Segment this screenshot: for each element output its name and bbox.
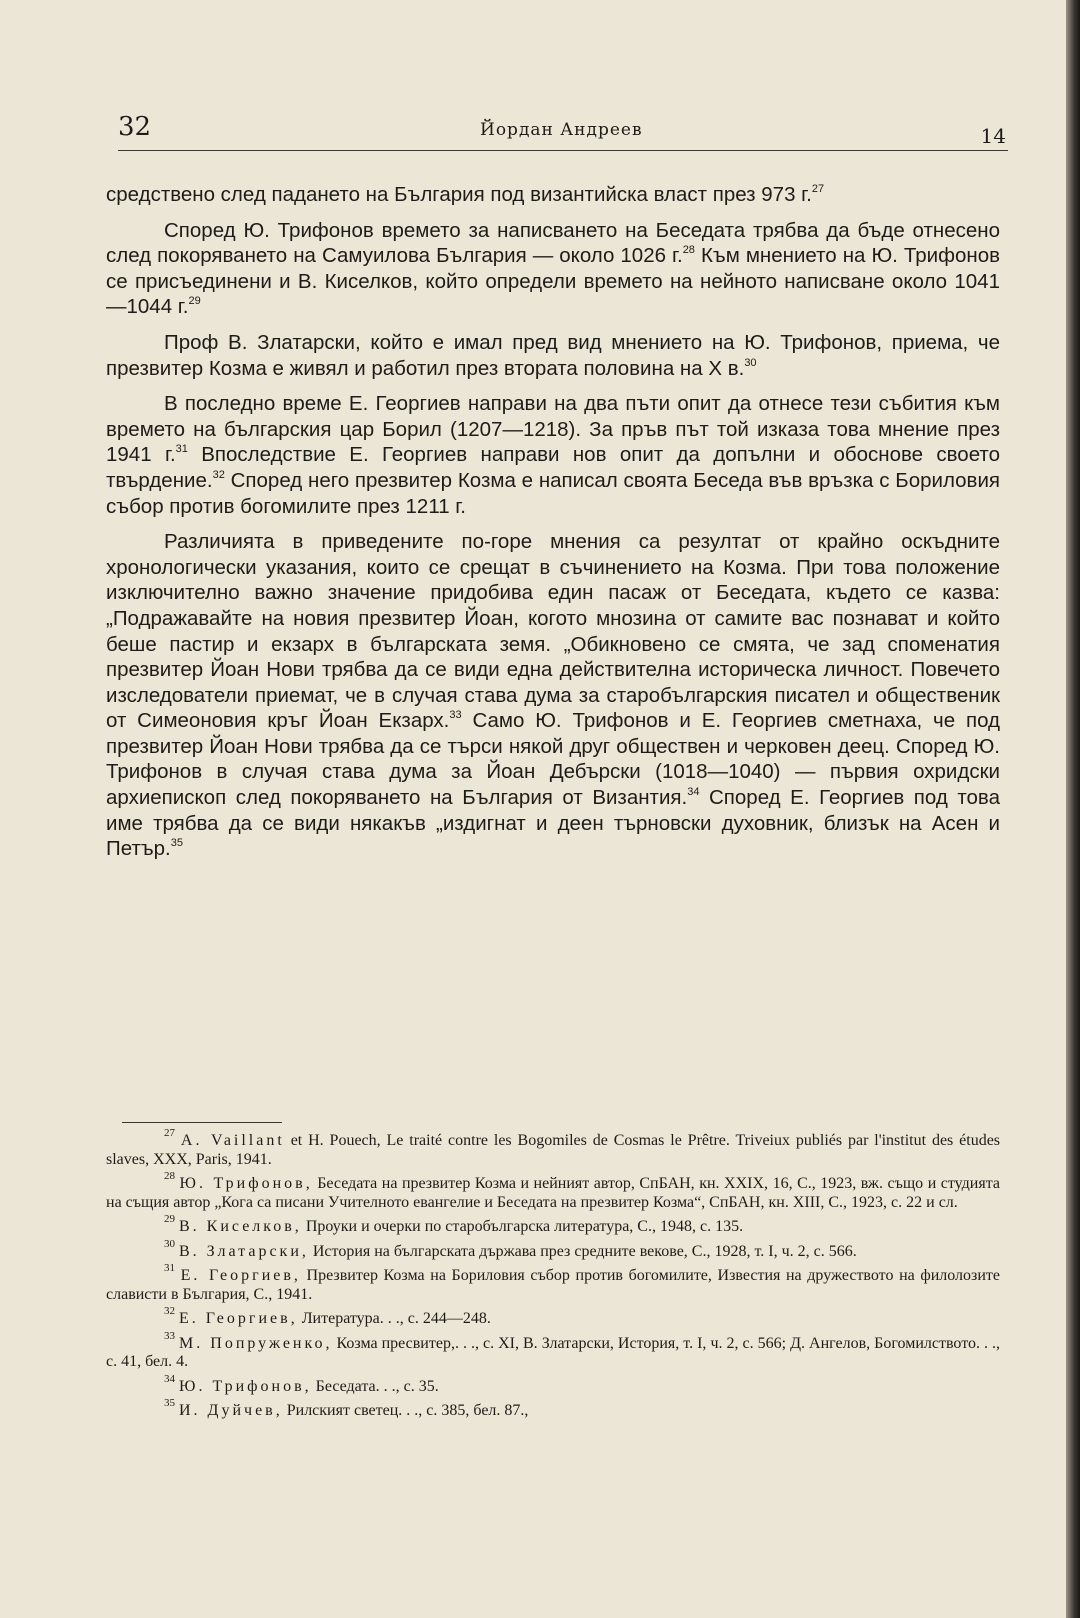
running-title: Йордан Андреев [480,120,643,140]
running-header [118,112,1008,152]
footnote-30: $^{30}$ В. Златарски, История на българската държава през средните векове, С., 1928, т. I, ч. 2, с. 566. [164,1237,857,1260]
footnote-rule [122,1122,282,1123]
page-binding-edge [1066,0,1080,1618]
header-rule [118,150,1008,151]
paragraph-3: Проф В. Златарски, който е имал пред вид мнението на Ю. Трифонов, приема, че презвитер Козма е живял и работил през втората половина на Х в.$^{30}$ [106,330,1000,380]
footnote-29: $^{29}$ В. Киселков, Проуки и очерки по старобългарска литература, С., 1948, с. 135. [164,1213,744,1235]
paragraph-1: средствено след падането на България под византийска власт през 973 г.$^{27}$ [106,183,825,206]
footnote-28: $^{28}$ Ю. Трифонов, Беседата на презвитер Козма и нейният автор, СпБАН, кн. XXIX, 16, С., 1923, вж. също и студията на същия автор „Кога са писани Учителното евангелие и Беседата на презвитер Козма“, СпБАН, кн. XIII, С., 1923, с. 22 и сл. [106,1170,1001,1211]
footnote-31: $^{31}$ Е. Георгиев, Презвитер Козма на Бориловия събор против богомилите, Известия на дружеството на филолозите слависти в България, С., 1941. [106,1262,1001,1303]
page-number: 32 [118,112,152,142]
signature-mark: 14 [980,124,1006,148]
footnotes [106,1127,1001,1427]
main-text [106,182,1000,872]
footnote-35: $^{35}$ И. Дуйчев, Рилският светец. . ., с. 385, бел. 87., [164,1397,529,1419]
footnote-34: $^{34}$ Ю. Трифонов, Беседата. . ., с. 35. [164,1372,439,1395]
footnote-32: $^{32}$ Е. Георгиев, Литература. . ., с. 244—248. [164,1305,491,1327]
footnote-27: $^{27}$ A. Vaillant et H. Pouech, Le traité contre les Bogomiles de Cosmas le Prêtre. Triveiux publiés par l'institut des études slaves, XXX, Paris, 1941. [106,1127,1001,1168]
paragraph-2: Според Ю. Трифонов времето за написването на Беседата трябва да бъде отнесено след покоряването на Самуилова България — около 1026 г.$^{28}$ Към мнението на Ю. Трифонов се присъединени и В. Киселков, който определи времето на нейното написване около 1041—1044 г.$^{29}$ [106,218,1000,319]
paragraph-4: В последно време Е. Георгиев направи на два пъти опит да отнесе тези събития към времето на българския цар Борил (1207—1218). За пръв път той изказа това мнение през 1941 г.$^{31}$ Впоследствие Е. Георгиев направи нов опит да допълни и обоснове своето твърдение.$^{32}$ Според него презвитер Козма е написал своята Беседа във връзка с Бориловия събор против богомилите през 1211 г. [106,392,1000,518]
footnote-33: $^{33}$ М. Попруженко, Козма пресвитер,. . ., с. XI, В. Златарски, История, т. I, ч. 2, с. 566; Д. Ангелов, Богомилството. . ., с. 41, бел. 4. [106,1329,1001,1370]
paragraph-5: Различията в приведените по-горе мнения са резултат от крайно оскъдните хронологически указания, които се срещат в съчинението на Козма. При това положение изключително важно значение придобива един пасаж от Беседата, където се казва: „Подражавайте на новия презвитер Йоан, когото мнозина от самите вас познават и който беше пастир и екзарх в българската земя. „Обикновено се смята, че зад споменатия презвитер Йоан Нови трябва да се види една действителна историческа личност. Повечето изследователи приемат, че в случая става дума за старобългарския писател и общественик от Симеоновия кръг Йоан Екзарх.$^{33}$ Само Ю. Трифонов и Е. Георгиев сметнаха, че под презвитер Йоан Нови трябва да се търси някой друг обществен и черковен деец. Според Ю. Трифонов в случая става дума за Йоан Дебърски (1018—1040) — първия охридски архиепископ след покоряването на България от Византия.$^{34}$ Според Е. Георгиев под това име трябва да се види някакъв „издигнат и деен търновски духовник, близък на Асен и Петър.$^{35}$ [106,530,1000,861]
